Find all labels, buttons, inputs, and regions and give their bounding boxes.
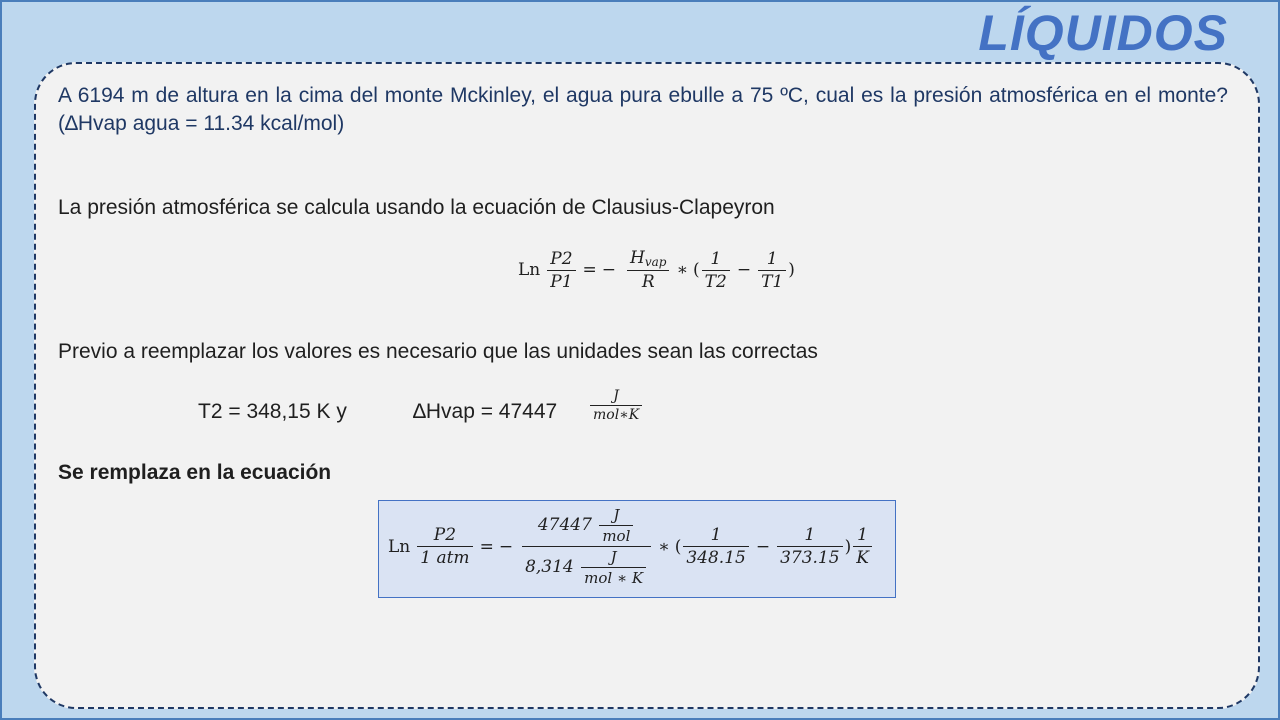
hvap-unit-den: mol∗K <box>590 405 642 423</box>
units-note: Previo a reemplazar los valores es necesario que las unidades sean las correctas <box>58 340 818 363</box>
eq1-enthalpy-over-r <box>627 248 669 292</box>
problem-statement: A 6194 m de altura en la cima del monte Mckinley, el agua pura ebulle a 75 ºC, cual es la presión atmosférica en el monte? (∆Hvap agua = 11.34 kcal/mol) <box>58 84 1228 135</box>
eq2-inv-t2: $\frac{1}{348.15}$ <box>683 525 748 568</box>
eq2-minus2: − <box>755 536 771 557</box>
intro-text: La presión atmosférica se calcula usando la ecuación de Clausius-Clapeyron <box>58 196 775 219</box>
eq1-inv-t1: $\frac{1}{T1}$ <box>758 249 786 292</box>
hvap-unit <box>588 388 644 423</box>
eq1-inv-t2: $\frac{1}{T2}$ <box>702 249 730 292</box>
eq2-equals: = <box>479 536 494 557</box>
eq2-inv-k: $\frac{1}{K}$ <box>853 525 872 568</box>
eq1-minus2: − <box>736 260 752 280</box>
eq1-minus: − <box>601 260 617 280</box>
eq1-r: R <box>627 270 669 292</box>
eq1-lpar: ( <box>693 260 700 280</box>
eq2-r-term: 8,314 $\frac{J}{\text{mol ∗ K}}$ <box>522 546 651 587</box>
substitute-heading: Se remplaza en la ecuación <box>58 461 332 484</box>
clausius-clapeyron-equation <box>518 248 795 292</box>
content-panel <box>34 62 1260 709</box>
eq2-rpar: ) <box>844 536 852 557</box>
eq2-enthalpy-over-r <box>522 506 651 587</box>
eq1-times: ∗ <box>676 260 689 280</box>
eq2-hvap-term: 47447 $\frac{J}{\text{mol}}$ <box>522 506 651 546</box>
slide-title: LÍQUIDOS <box>978 5 1228 61</box>
eq2-pressure-ratio <box>417 525 472 568</box>
eq1-ln: Ln <box>518 260 541 280</box>
eq1-p2: P2 <box>550 248 573 269</box>
t2-value: T2 = 348,15 K y <box>198 400 347 423</box>
eq2-ln: Ln <box>388 536 411 557</box>
eq1-equals: = <box>582 260 597 280</box>
eq2-minus: − <box>498 536 514 557</box>
eq2-lpar: ( <box>674 536 682 557</box>
eq2-p1: 1 atm <box>417 546 472 568</box>
eq2-inv-t1: $\frac{1}{373.15}$ <box>777 525 842 568</box>
eq2-times: ∗ <box>658 536 670 557</box>
eq2-p2: P2 <box>433 525 457 545</box>
hvap-unit-num: J <box>613 388 619 404</box>
eq1-hvap: $H_{vap}$ <box>630 248 667 269</box>
hvap-value: ∆Hvap = 47447 <box>413 400 558 423</box>
eq1-pressure-ratio <box>547 249 575 292</box>
eq1-rpar: ) <box>788 260 795 280</box>
substituted-equation <box>388 506 874 587</box>
eq1-p1: P1 <box>547 270 575 292</box>
